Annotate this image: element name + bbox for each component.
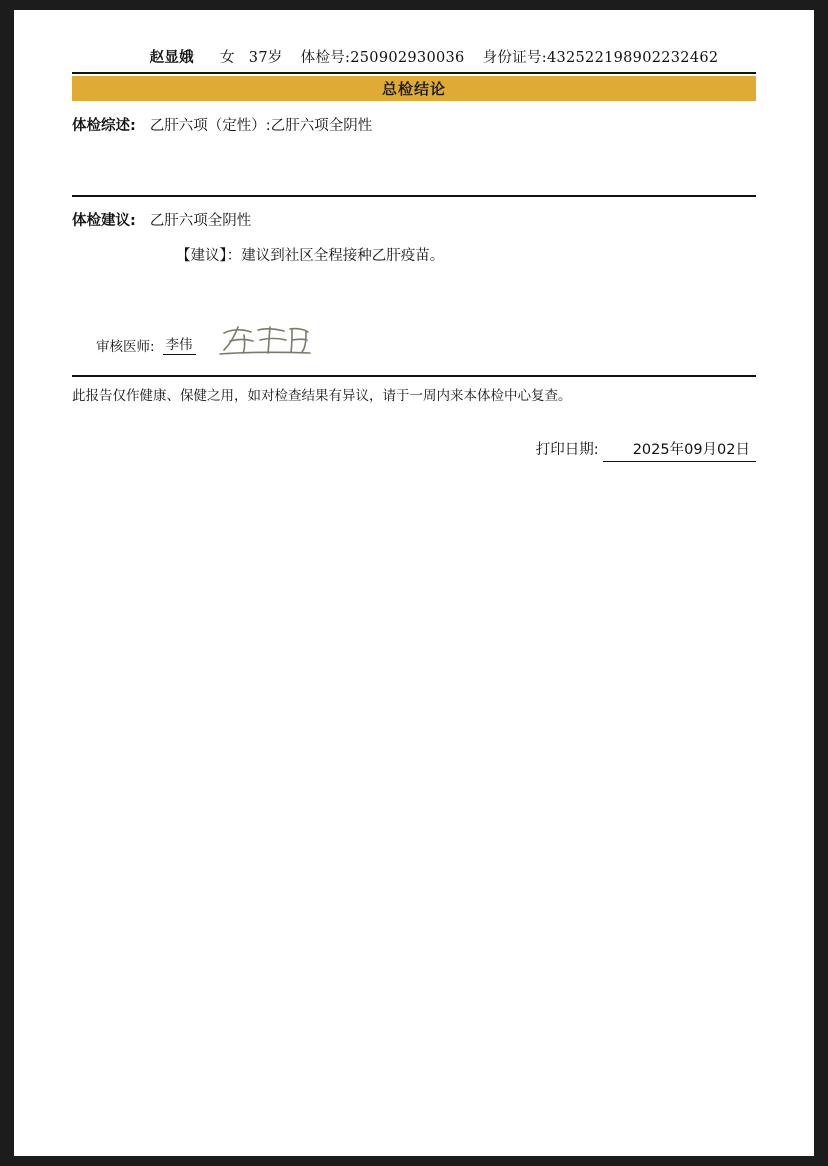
patient-age: 37岁 xyxy=(248,50,283,66)
id-no-value: 432522198902232462 xyxy=(546,50,719,66)
reviewer-name: 李伟 xyxy=(163,333,196,355)
advice-value: 乙肝六项全阴性 xyxy=(149,213,252,229)
patient-gender: 女 xyxy=(219,50,235,66)
page-title: 总检结论 xyxy=(381,80,446,98)
patient-header xyxy=(72,46,756,72)
exam-no-value: 250902930036 xyxy=(350,50,465,66)
advice-label: 体检建议: xyxy=(72,213,136,229)
section-title-band xyxy=(72,76,756,101)
summary-value: 乙肝六项（定性）:乙肝六项全阴性 xyxy=(149,118,373,134)
id-no-label: 身份证号: xyxy=(482,50,547,66)
header-divider xyxy=(72,72,756,74)
patient-name: 赵显娥 xyxy=(149,49,194,66)
reviewer-label: 审核医师: xyxy=(96,339,155,355)
summary-divider xyxy=(72,195,756,197)
exam-no-label: 体检号: xyxy=(300,50,351,66)
signature-row xyxy=(96,319,756,355)
disclaimer-text: 此报告仅作健康、保健之用，如对检查结果有异议，请于一周内来本体检中心复查。 xyxy=(72,388,572,404)
print-date-value: 2025年09月02日 xyxy=(603,438,756,462)
handwritten-signature-icon xyxy=(218,321,314,355)
advice-block xyxy=(72,209,756,265)
summary-label: 体检综述: xyxy=(72,118,136,134)
report-body xyxy=(72,46,756,462)
document-page xyxy=(14,10,814,1156)
advice-detail: 【建议】：建议到社区全程接种乙肝疫苗。 xyxy=(176,248,445,264)
print-date-label: 打印日期: xyxy=(535,442,599,458)
advice-row xyxy=(72,209,756,230)
footer-divider xyxy=(72,375,756,377)
print-date-row xyxy=(72,438,756,462)
summary-row xyxy=(72,114,756,135)
